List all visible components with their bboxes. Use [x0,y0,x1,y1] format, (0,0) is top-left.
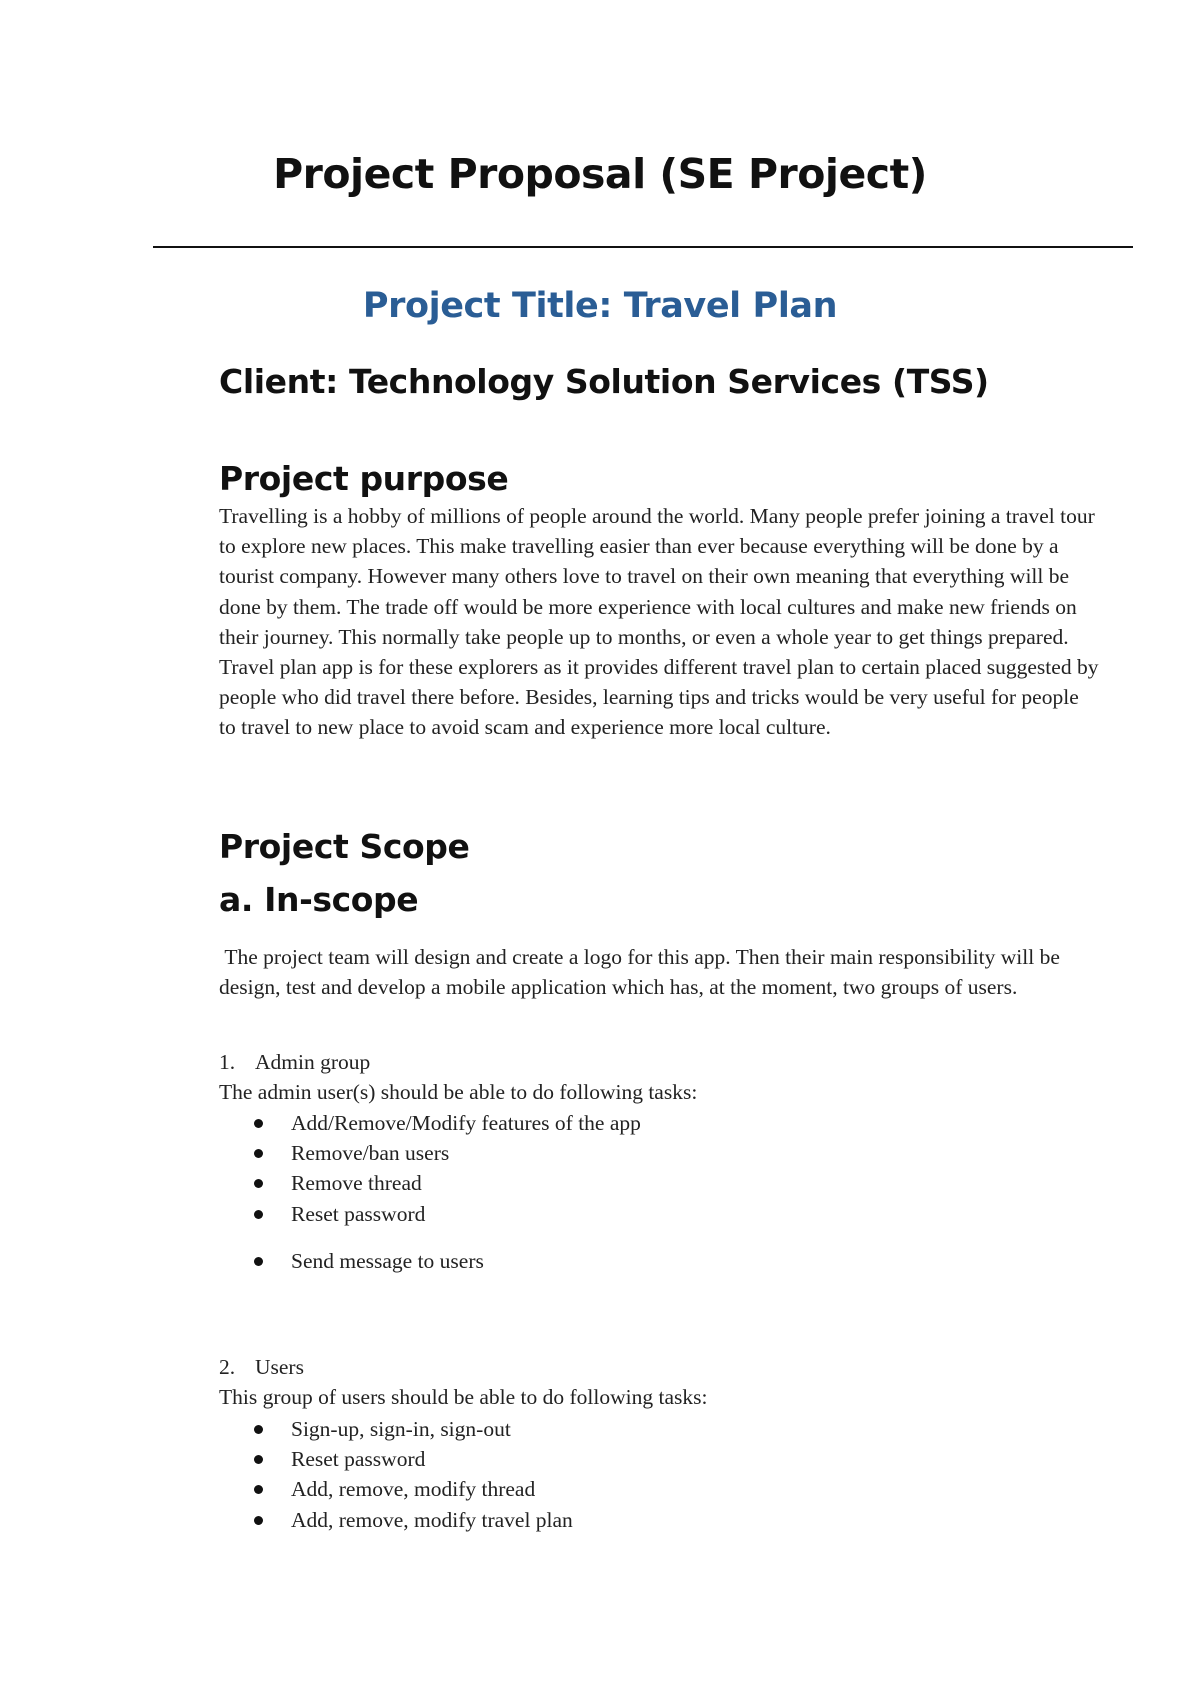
list-item: Add/Remove/Modify features of the app [252,1108,641,1138]
section-heading-text: Project Scope [219,827,470,866]
bullet-icon [254,1149,263,1158]
bullet-icon [254,1179,263,1188]
bullet-icon [254,1119,263,1128]
group-admin-title [219,1050,370,1075]
list-item: Remove thread [252,1168,641,1198]
list-item: Add, remove, modify travel plan [252,1505,573,1535]
list-item: Add, remove, modify thread [252,1474,573,1504]
title-underline [153,246,1133,248]
users-task-list [252,1414,573,1535]
group-users-title [219,1355,304,1380]
list-item: Reset password [252,1444,573,1474]
bullet-icon [254,1485,263,1494]
admin-task-list [252,1108,641,1276]
bullet-icon [254,1210,263,1219]
group-number: 1. [219,1050,236,1074]
section-heading-text: Project purpose [219,459,509,498]
bullet-icon [254,1516,263,1525]
list-item: Sign-up, sign-in, sign-out [252,1414,573,1444]
subsection-in-scope: a. In-scope [219,880,419,919]
list-item: Send message to users [252,1246,641,1276]
purpose-paragraph: Travelling is a hobby of millions of people around the world. Many people prefer joining a travel tour to explore new places. This make travelling easier than ever because everything will be done by a tourist company. However many others love to travel on their own meaning that everything will be done by them. The trade off would be more experience with local cultures and make new friends on their journey. This normally take people up to months, or even a whole year to get things prepared. Travel plan app is for these explorers as it provides different travel plan to certain placed suggested by people who did travel there before. Besides, learning tips and tricks would be very useful for people to travel to new place to avoid scam and experience more local culture. [219,504,1099,740]
group-number: 2. [219,1355,236,1379]
group-name: Admin group [255,1050,371,1074]
group-admin-intro: The admin user(s) should be able to do following tasks: [219,1080,698,1104]
list-item: Remove/ban users [252,1138,641,1168]
section-heading-text: Client: Technology Solution Services (TSS) [219,362,989,401]
group-name: Users [255,1355,304,1379]
document-title: Project Proposal (SE Project) [273,150,927,198]
in-scope-paragraph: The project team will design and create a logo for this app. Then their main responsibility will be design, test and develop a mobile application which has, at the moment, two groups of users. [219,945,1066,1000]
project-title: Project Title: Travel Plan [362,286,838,326]
group-users-intro: This group of users should be able to do following tasks: [219,1385,708,1409]
list-item: Reset password [252,1199,641,1229]
bullet-icon [254,1455,263,1464]
bullet-icon [254,1425,263,1434]
bullet-icon [254,1257,263,1266]
